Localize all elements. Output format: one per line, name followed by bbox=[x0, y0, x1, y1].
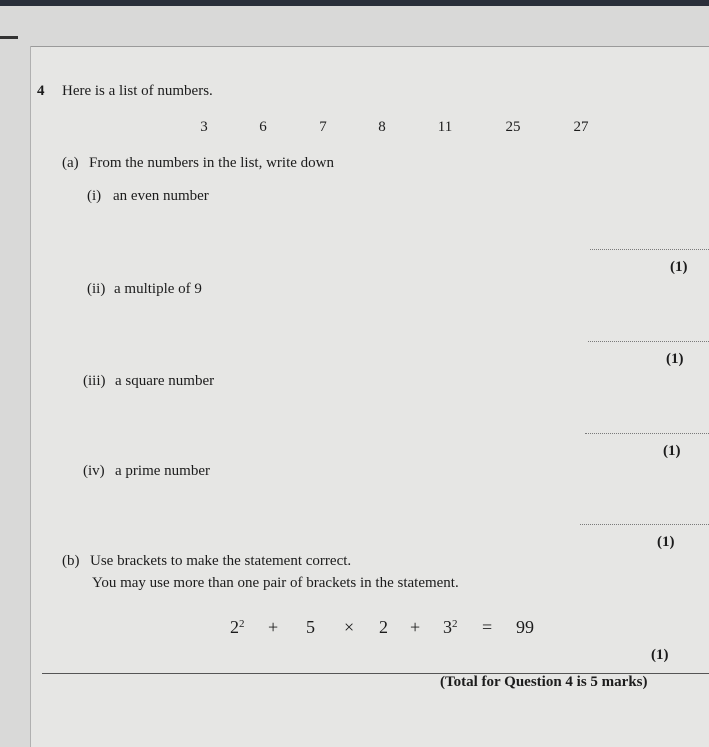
answer-line-iii[interactable] bbox=[585, 433, 709, 434]
item-i-text: an even number bbox=[113, 188, 209, 204]
eq-term-4: $3^2$ bbox=[443, 617, 458, 637]
sheet-top-rule bbox=[30, 46, 709, 47]
item-iv-text: a prime number bbox=[115, 463, 210, 479]
eq-term-2: 5 bbox=[306, 617, 315, 637]
part-b-label: (b) bbox=[62, 553, 80, 569]
eq-exponent-4: 2 bbox=[452, 618, 458, 630]
mark-iii: (1) bbox=[663, 443, 681, 459]
list-number: 3 bbox=[200, 119, 208, 135]
list-number: 25 bbox=[505, 119, 521, 135]
list-number: 27 bbox=[573, 119, 589, 135]
answer-line-iv[interactable] bbox=[580, 524, 709, 525]
item-i-label: (i) bbox=[87, 188, 102, 204]
eq-equals: = bbox=[482, 617, 493, 637]
mark-i: (1) bbox=[670, 259, 688, 275]
part-b-line2: You may use more than one pair of brackets in the statement. bbox=[92, 575, 459, 591]
question-number: 4 bbox=[37, 83, 45, 99]
top-edge-bar bbox=[0, 0, 709, 6]
eq-term-1: $2^2$ bbox=[230, 617, 245, 637]
eq-plus-1: + bbox=[268, 617, 279, 637]
item-iii-text: a square number bbox=[115, 373, 215, 389]
mark-iv: (1) bbox=[657, 534, 675, 550]
answer-line-i[interactable] bbox=[590, 249, 709, 250]
list-number: 11 bbox=[437, 119, 453, 135]
item-iv-label: (iv) bbox=[83, 463, 105, 479]
part-b-line1: Use brackets to make the statement correct. bbox=[90, 553, 352, 569]
mark-ii: (1) bbox=[666, 351, 684, 367]
answer-line-ii[interactable] bbox=[588, 341, 709, 342]
eq-times: × bbox=[344, 617, 355, 637]
part-a-prompt: From the numbers in the list, write down bbox=[89, 155, 334, 171]
item-ii-label: (ii) bbox=[87, 281, 106, 297]
eq-result: 99 bbox=[516, 617, 534, 637]
exam-sheet bbox=[30, 46, 709, 747]
item-iii-label: (iii) bbox=[83, 373, 106, 389]
mark-b: (1) bbox=[651, 647, 669, 663]
sheet-left-rule bbox=[30, 46, 31, 747]
question-intro: Here is a list of numbers. bbox=[62, 83, 213, 99]
eq-term-3: 2 bbox=[379, 617, 388, 637]
eq-plus-2: + bbox=[410, 617, 421, 637]
total-marks: (Total for Question 4 is 5 marks) bbox=[440, 674, 648, 690]
list-number: 8 bbox=[378, 119, 386, 135]
margin-tick bbox=[0, 36, 18, 39]
part-a-label: (a) bbox=[62, 155, 79, 171]
list-number: 7 bbox=[319, 119, 327, 135]
item-ii-text: a multiple of 9 bbox=[114, 281, 202, 297]
eq-exponent-1: 2 bbox=[239, 618, 245, 630]
list-number: 6 bbox=[259, 119, 267, 135]
